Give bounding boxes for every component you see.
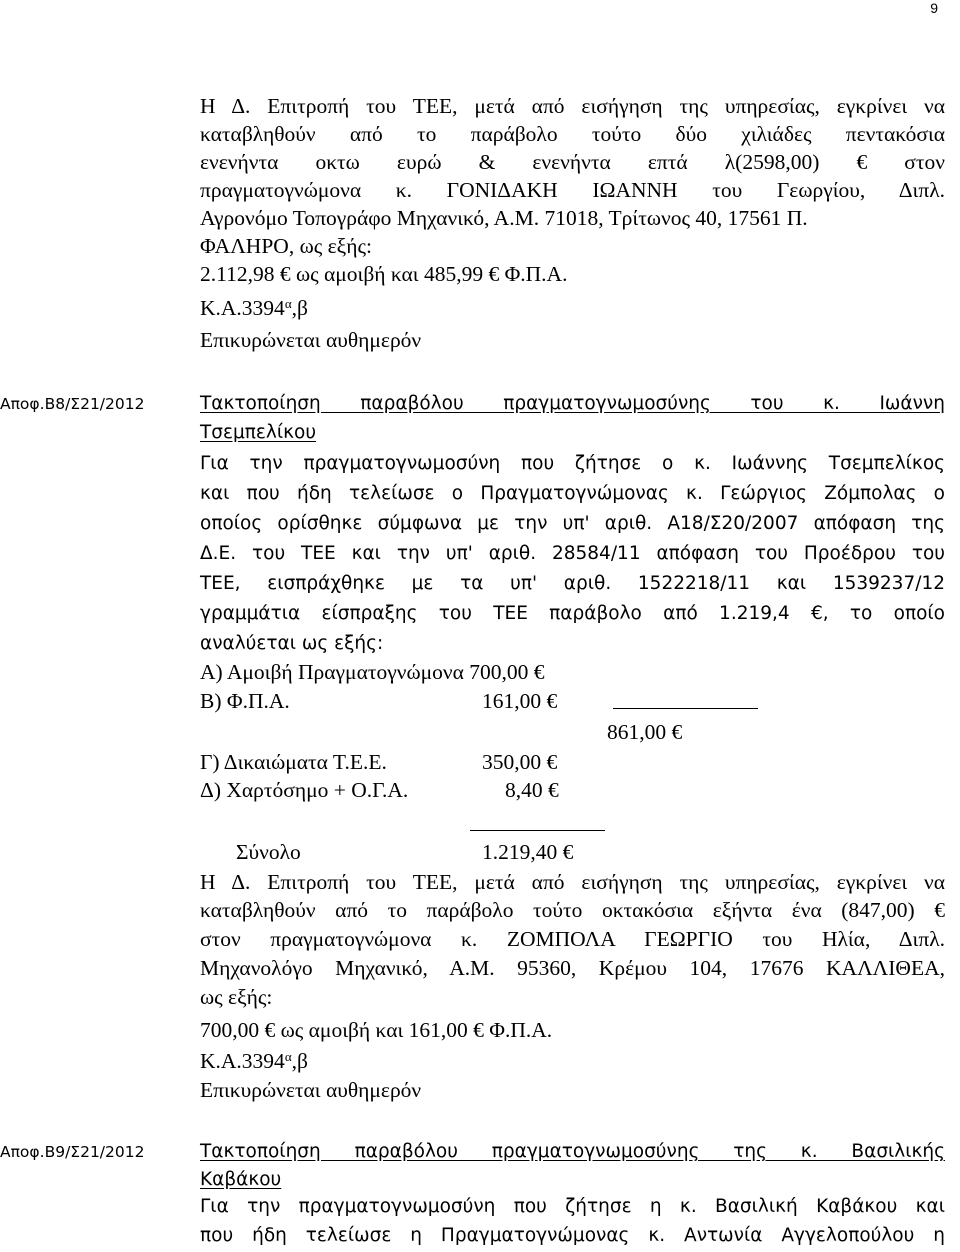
decision-title-cont: Καβάκου <box>200 1169 282 1190</box>
decision-title-cont: Τσεμπελίκου <box>200 422 317 443</box>
decision-title: Τακτοποίηση παραβόλου πραγματογνωμοσύνης του κ. Ιωάννη <box>200 393 945 414</box>
ratified-note: Επικυρώνεται αυθημερόν <box>200 1078 422 1102</box>
text-line: ενενήντα οκτω ευρώ & ενενήντα επτά λ(2598,00) € στον <box>200 150 945 174</box>
text-line: αναλύεται ως εξής: <box>200 633 384 654</box>
text-line: 700,00 € ως αμοιβή και 161,00 € Φ.Π.Α. <box>200 1018 553 1042</box>
text-line: που ήδη τελείωσε η Πραγματογνώμονας κ. Αντωνία Αγγελοπούλου η <box>200 1225 945 1246</box>
text-line: Για την πραγματογνωμοσύνη που ζήτησε η κ. Βασιλική Καβάκου και <box>200 1196 945 1217</box>
total-label: Σύνολο <box>236 840 301 864</box>
text-line: ΤΕΕ, εισπράχθηκε με τα υπ' αριθ. 1522218/11 και 1539237/12 <box>200 573 945 594</box>
text-line: Μηχανολόγο Μηχανικό, Α.Μ. 95360, Κρέμου 104, 17676 ΚΑΛΛΙΘΕΑ, <box>200 956 945 980</box>
text-line: ΦΑΛΗΡΟ, ως εξής: <box>200 234 372 258</box>
text-line: Η Δ. Επιτροπή του ΤΕΕ, μετά από εισήγηση της υπηρεσίας, εγκρίνει να <box>200 94 945 118</box>
text-line: οποίος ορίσθηκε σύμφωνα με την υπ' αριθ. Α18/Σ20/2007 απόφαση της <box>200 513 945 534</box>
budget-code <box>200 296 308 320</box>
ratified-note: Επικυρώνεται αυθημερόν <box>200 328 422 352</box>
text-line: Αγρονόμο Τοπογράφο Μηχανικό, Α.Μ. 71018, Τρίτωνος 40, 17561 Π. <box>200 206 808 230</box>
text-line: Για την πραγματογνωμοσύνη που ζήτησε ο κ. Ιωάννης Τσεμπελίκος <box>200 453 945 474</box>
text-line: ως εξής: <box>200 985 273 1009</box>
text-line: πραγματογνώμονα κ. ΓΟΝΙΔΑΚΗ ΙΩΑΝΝΗ του Γεωργίου, Διπλ. <box>200 178 945 202</box>
fee-item-b-label: Β) Φ.Π.Α. <box>200 689 290 713</box>
total-amount: 1.219,40 € <box>482 840 574 864</box>
text-line: καταβληθούν από το παράβολο τούτο δύο χιλιάδες πεντακόσια <box>200 122 945 146</box>
fee-item-d-amount: 8,40 € <box>505 778 559 802</box>
fee-item-c-label: Γ) Δικαιώματα Τ.Ε.Ε. <box>200 750 387 774</box>
fee-item-b-amount: 161,00 € <box>482 689 558 713</box>
budget-code-prefix: Κ.Α.3394 <box>200 296 285 320</box>
text-line: 2.112,98 € ως αμοιβή και 485,99 € Φ.Π.Α. <box>200 262 568 286</box>
fee-item-a: Α) Αμοιβή Πραγματογνώμονα 700,00 € <box>200 660 545 684</box>
page-number: 9 <box>930 0 938 16</box>
fee-item-c-amount: 350,00 € <box>482 750 558 774</box>
budget-code-prefix: Κ.Α.3394 <box>200 1049 285 1073</box>
budget-code-suffix: ,β <box>291 1049 308 1073</box>
subtotal-rule <box>613 708 758 709</box>
budget-code-suffix: ,β <box>291 296 308 320</box>
budget-code-sup: α <box>284 296 292 311</box>
budget-code-sup: α <box>284 1049 292 1064</box>
text-line: και που ήδη τελείωσε ο Πραγματογνώμονας κ. Γεώργιος Ζόμπολας ο <box>200 483 945 504</box>
budget-code <box>200 1049 308 1073</box>
text-line: Η Δ. Επιτροπή του ΤΕΕ, μετά από εισήγηση της υπηρεσίας, εγκρίνει να <box>200 870 945 894</box>
text-line: καταβληθούν από το παράβολο τούτο οκτακόσια εξήντα ένα (847,00) € <box>200 898 945 922</box>
decision-ref: Αποφ.Β8/Σ21/2012 <box>0 395 145 413</box>
text-line: στον πραγματογνώμονα κ. ΖΟΜΠΟΛΑ ΓΕΩΡΓΙΟ του Ηλία, Διπλ. <box>200 927 945 951</box>
decision-title: Τακτοποίηση παραβόλου πραγματογνωμοσύνης της κ. Βασιλικής <box>200 1141 945 1162</box>
text-line: Δ.Ε. του ΤΕΕ και την υπ' αριθ. 28584/11 απόφαση του Προέδρου του <box>200 543 945 564</box>
fee-item-d-label: Δ) Χαρτόσημο + Ο.Γ.Α. <box>200 778 409 802</box>
total-rule <box>470 830 605 831</box>
subtotal-amount: 861,00 € <box>607 720 683 744</box>
text-line: γραμμάτια είσπραξης του ΤΕΕ παράβολο από 1.219,4 €, το οποίο <box>200 603 945 624</box>
decision-ref: Αποφ.Β9/Σ21/2012 <box>0 1143 145 1161</box>
